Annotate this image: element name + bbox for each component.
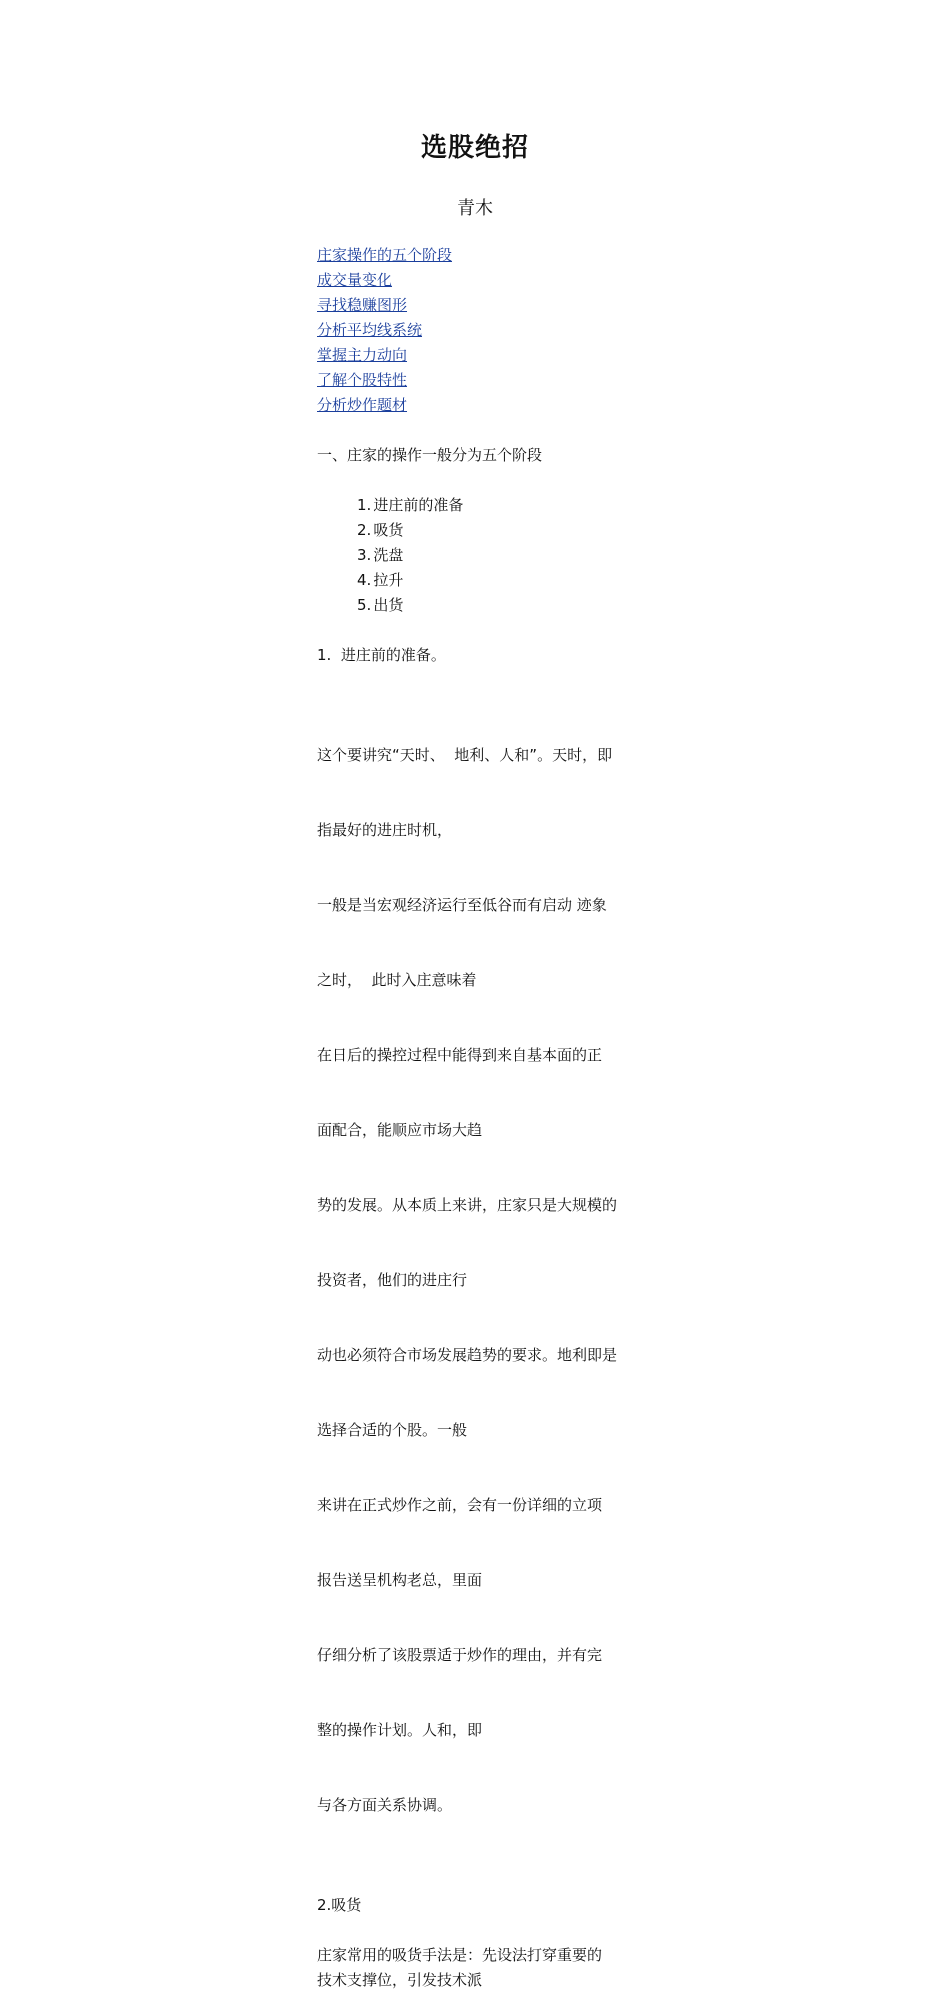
toc-link-stages[interactable]: 庄家操作的五个阶段 xyxy=(317,246,453,264)
toc-link-themes[interactable]: 分析炒作题材 xyxy=(317,396,408,414)
text-line: 来讲在正式炒作之前，会有一份详细的立项 xyxy=(317,1496,603,1514)
paragraph xyxy=(317,693,642,1868)
text-line: 这个要讲究“天时、 地利、人和”。天时，即 xyxy=(317,746,613,764)
page-title: 选股绝招 xyxy=(420,133,529,163)
text-line: 报告送呈机构老总，里面 xyxy=(317,1571,483,1589)
toc-item xyxy=(317,318,642,343)
list-text: 出货 xyxy=(373,596,404,614)
text-line: 之时， 此时入庄意味着 xyxy=(317,971,477,989)
toc-link-patterns[interactable]: 寻找稳赚图形 xyxy=(317,296,408,314)
spacer xyxy=(317,668,642,693)
toc-item xyxy=(317,343,642,368)
list-number: 2. xyxy=(357,521,372,539)
spacer xyxy=(317,618,642,643)
text-line: 技术支撑位，引发技术派 xyxy=(317,1971,483,1989)
text-line: 面配合，能顺应市场大趋 xyxy=(317,1121,483,1139)
toc-link-volume[interactable]: 成交量变化 xyxy=(317,271,393,289)
list-item xyxy=(357,518,642,543)
list-item xyxy=(357,593,642,618)
stage-list xyxy=(317,493,642,618)
author: 青木 xyxy=(457,198,493,219)
toc-link-moving-average[interactable]: 分析平均线系统 xyxy=(317,321,423,339)
text-line: 投资者，他们的进庄行 xyxy=(317,1271,468,1289)
list-number: 1. xyxy=(357,496,372,514)
list-text: 吸货 xyxy=(373,521,404,539)
toc-item xyxy=(317,368,642,393)
list-text: 洗盘 xyxy=(373,546,404,564)
text-line: 选择合适的个股。一般 xyxy=(317,1421,468,1439)
spacer xyxy=(317,418,642,443)
list-number: 4. xyxy=(357,571,372,589)
toc-item xyxy=(317,268,642,293)
list-item xyxy=(357,493,642,518)
text-line: 动也必须符合市场发展趋势的要求。地利即是 xyxy=(317,1346,618,1364)
list-item xyxy=(357,543,642,568)
text-line: 庄家常用的吸货手法是：先设法打穿重要的 xyxy=(317,1946,603,1964)
toc-item xyxy=(317,393,642,418)
text-line: 仔细分析了该股票适于炒作的理由，并有完 xyxy=(317,1646,603,1664)
list-item xyxy=(357,568,642,593)
text-line: 势的发展。从本质上来讲，庄家只是大规模的 xyxy=(317,1196,618,1214)
subsection-heading: 2.吸货 xyxy=(317,1896,362,1914)
list-text: 进庄前的准备 xyxy=(373,496,464,514)
text-line: 一般是当宏观经济运行至低谷而有启动 迹象 xyxy=(317,896,607,914)
table-of-contents xyxy=(317,243,642,418)
list-text: 拉升 xyxy=(373,571,404,589)
paragraph xyxy=(317,1943,642,1993)
text-line: 指最好的进庄时机， xyxy=(317,821,453,839)
toc-item xyxy=(317,243,642,268)
section-heading: 一、庄家的操作一般分为五个阶段 xyxy=(317,446,543,464)
list-number: 3. xyxy=(357,546,372,564)
toc-item xyxy=(317,293,642,318)
text-line: 整的操作计划。人和，即 xyxy=(317,1721,483,1739)
list-number: 5. xyxy=(357,596,372,614)
text-line: 与各方面关系协调。 xyxy=(317,1796,453,1814)
spacer xyxy=(317,1868,642,1893)
spacer xyxy=(317,468,642,493)
toc-link-main-force[interactable]: 掌握主力动向 xyxy=(317,346,408,364)
subsection-heading: 1. 进庄前的准备。 xyxy=(317,646,446,664)
text-line: 在日后的操控过程中能得到来自基本面的正 xyxy=(317,1046,603,1064)
spacer xyxy=(317,1918,642,1943)
document-body xyxy=(317,243,642,1993)
toc-link-stock-traits[interactable]: 了解个股特性 xyxy=(317,371,408,389)
